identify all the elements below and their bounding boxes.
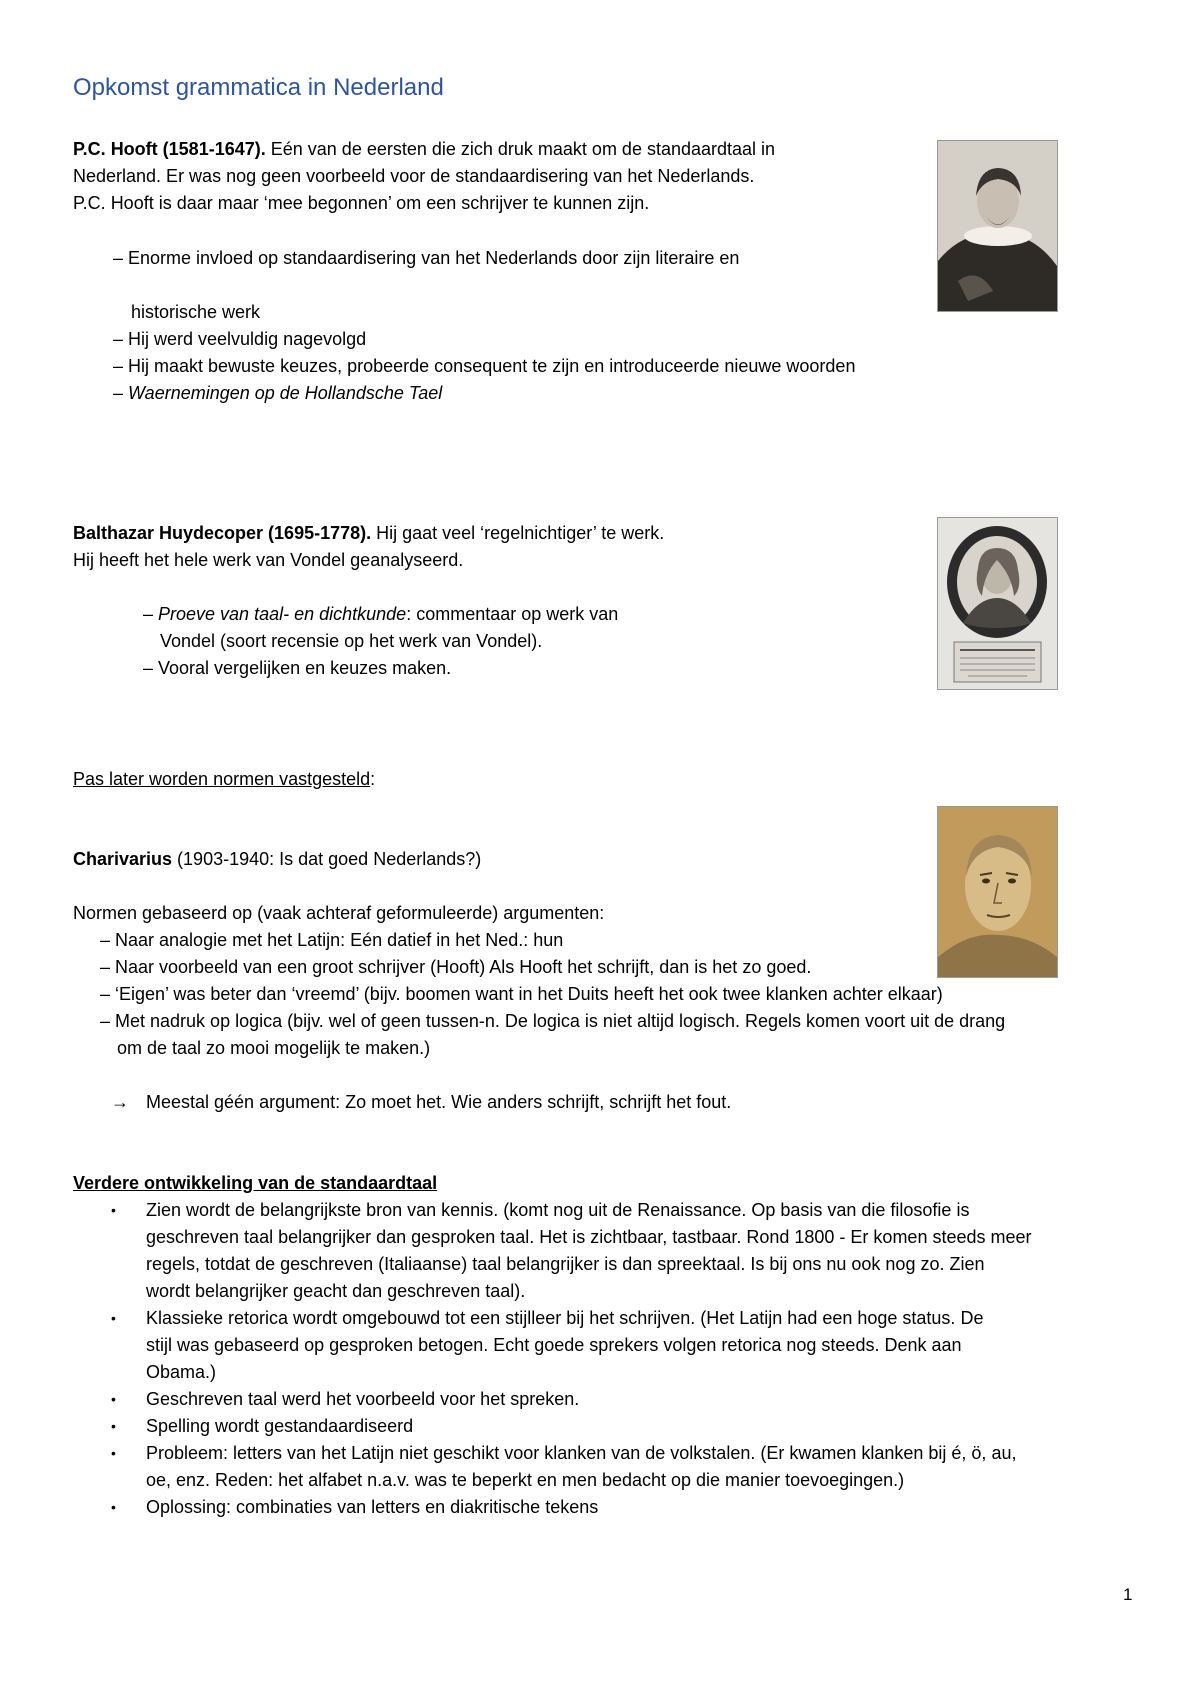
charivarius-bullet-2: – Naar voorbeeld van een groot schrijver (Hooft) Als Hooft het schrijft, dan is het zo goed. <box>100 957 812 977</box>
hooft-bullet-3: – Hij maakt bewuste keuzes, probeerde consequent te zijn en introduceerde nieuwe woorden <box>113 356 856 376</box>
huydecoper-work-title: Proeve van taal- en dichtkunde <box>158 604 407 624</box>
hooft-bullet-1: – Enorme invloed op standaardisering van het Nederlands door zijn literaire en <box>113 248 740 268</box>
huydecoper-intro <box>73 520 664 547</box>
list-item-1-line-1: Zien wordt de belangrijkste bron van kennis. (komt nog uit de Renaissance. Op basis van die filosofie is <box>146 1200 970 1220</box>
bullet-symbol: • <box>111 1391 116 1407</box>
charivarius-intro: Normen gebaseerd op (vaak achteraf geformuleerde) argumenten: <box>73 903 605 923</box>
list-item-1-line-4: wordt belangrijker geacht dan geschreven taal). <box>146 1281 526 1301</box>
hooft-work-title: Waernemingen op de Hollandsche Tael <box>128 383 443 403</box>
normen-heading-text: Pas later worden normen vastgesteld <box>73 769 371 789</box>
charivarius-arrow: → <box>111 1092 129 1112</box>
hooft-line-3: P.C. Hooft is daar maar ‘mee begonnen’ om een schrijver te kunnen zijn. <box>73 193 650 213</box>
charivarius-portrait <box>937 806 1058 978</box>
hooft-line-2: Nederland. Er was nog geen voorbeeld voor de standaardisering van het Nederlands. <box>73 166 755 186</box>
huydecoper-bullet-1-text: : commentaar op werk van <box>406 604 619 624</box>
list-item-5-line-1: Probleem: letters van het Latijn niet geschikt voor klanken van de volkstalen. (Er kwamen klanken bij é, ö, au, <box>146 1443 1017 1463</box>
list-item-2-line-2: stijl was gebaseerd op gesproken betogen. Echt goede sprekers volgen retorica nog steeds. Denk aan <box>146 1335 962 1355</box>
charivarius-heading: Charivarius <box>73 849 173 869</box>
list-item-4-line-1: Spelling wordt gestandaardiseerd <box>146 1416 414 1436</box>
hooft-portrait-drawing <box>938 141 1057 311</box>
hooft-bullet-1-cont: historische werk <box>131 302 261 322</box>
charivarius-bullet-3: – ‘Eigen’ was beter dan ‘vreemd’ (bijv. boomen want in het Duits heeft het ook twee klanken achter elkaar) <box>100 984 943 1004</box>
page-number: 1 <box>1123 1585 1133 1604</box>
huydecoper-portrait-drawing <box>938 518 1057 689</box>
charivarius-bullet-4-cont: om de taal zo mooi mogelijk te maken.) <box>117 1038 431 1058</box>
normen-colon: : <box>370 769 376 789</box>
huydecoper-heading: Balthazar Huydecoper (1695-1778). <box>73 523 372 543</box>
list-item-2-line-3: Obama.) <box>146 1362 217 1382</box>
huydecoper-bullet-1-cont: Vondel (soort recensie op het werk van Vondel). <box>160 631 543 651</box>
bullet-symbol: • <box>111 1445 116 1461</box>
hooft-portrait <box>937 140 1058 312</box>
bullet-symbol: • <box>111 1418 116 1434</box>
huydecoper-intro-text: Hij gaat veel ‘regelnichtiger’ te werk. <box>371 523 665 543</box>
charivarius-heading-rest: (1903-1940: Is dat goed Nederlands?) <box>172 849 482 869</box>
list-item-3-line-1: Geschreven taal werd het voorbeeld voor het spreken. <box>146 1389 580 1409</box>
huydecoper-portrait <box>937 517 1058 690</box>
list-item-2-line-1: Klassieke retorica wordt omgebouwd tot een stijlleer bij het schrijven. (Het Latijn had een hoge status. De <box>146 1308 984 1328</box>
hooft-intro-text: Eén van de eersten die zich druk maakt om de standaardtaal in <box>265 139 776 159</box>
hooft-bullet-2: – Hij werd veelvuldig nagevolgd <box>113 329 367 349</box>
dash: – <box>143 604 159 624</box>
bullet-symbol: • <box>111 1310 116 1326</box>
list-item-1-line-2: geschreven taal belangrijker dan gesproken taal. Het is zichtbaar, tastbaar. Rond 1800 - Er komen steeds meer <box>146 1227 1032 1247</box>
page-title: Opkomst grammatica in Nederland <box>73 74 444 101</box>
hooft-heading: P.C. Hooft (1581-1647). <box>73 139 266 159</box>
bullet-symbol: • <box>111 1499 116 1515</box>
bullet-symbol: • <box>111 1202 116 1218</box>
huydecoper-bullet-2: – Vooral vergelijken en keuzes maken. <box>143 658 452 678</box>
list-item-5-line-2: oe, enz. Reden: het alfabet n.a.v. was te beperkt en men bedacht op die manier toevoegingen.) <box>146 1470 905 1490</box>
ontwikkeling-heading: Verdere ontwikkeling van de standaardtaal <box>73 1173 438 1193</box>
charivarius-heading-line <box>73 846 481 873</box>
charivarius-bullet-1: – Naar analogie met het Latijn: Eén datief in het Ned.: hun <box>100 930 564 950</box>
dash: – <box>113 383 129 403</box>
huydecoper-line-2: Hij heeft het hele werk van Vondel geanalyseerd. <box>73 550 464 570</box>
huydecoper-bullet-1 <box>143 601 618 628</box>
charivarius-bullet-4: – Met nadruk op logica (bijv. wel of geen tussen-n. De logica is niet altijd logisch. Regels komen voort uit de drang <box>100 1011 1006 1031</box>
hooft-intro <box>73 136 775 163</box>
list-item-6-line-1: Oplossing: combinaties van letters en diakritische tekens <box>146 1497 599 1517</box>
charivarius-conclusion: Meestal géén argument: Zo moet het. Wie anders schrijft, schrijft het fout. <box>146 1092 732 1112</box>
normen-heading <box>73 766 375 793</box>
hooft-bullet-4 <box>113 380 442 407</box>
list-item-1-line-3: regels, totdat de geschreven (Italiaanse) taal belangrijker is dan spreektaal. Is bij ons nu ook nog zo. Zien <box>146 1254 985 1274</box>
charivarius-portrait-drawing <box>938 807 1057 977</box>
